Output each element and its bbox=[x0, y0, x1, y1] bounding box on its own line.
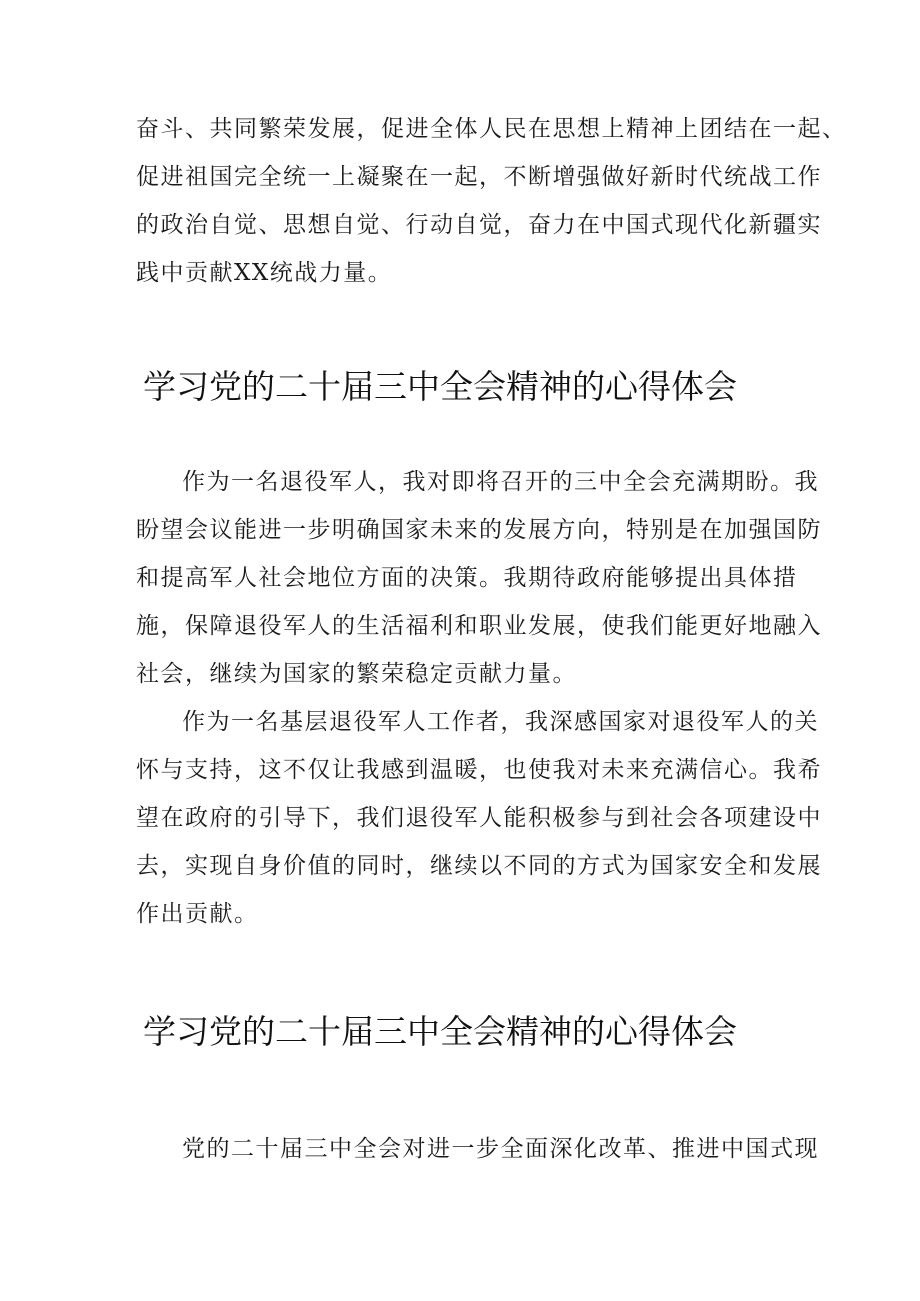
text-line: 社会，继续为国家的繁荣稳定贡献力量。 bbox=[136, 661, 577, 687]
text-line: 去，实现自身价值的同时，继续以不同的方式为国家安全和发展 bbox=[136, 853, 822, 879]
text-line: 促进祖国完全统一上凝聚在一起，不断增强做好新时代统战工作 bbox=[136, 164, 822, 190]
text-line: 作为一名基层退役军人工作者，我深感国家对退役军人的关 bbox=[182, 709, 819, 735]
text-line: 党的二十届三中全会对进一步全面深化改革、推进中国式现 bbox=[182, 1136, 819, 1162]
text-line: 践中贡献XX统战力量。 bbox=[136, 260, 393, 286]
paragraph-top bbox=[136, 105, 847, 297]
paragraph-b bbox=[136, 698, 822, 938]
text-line: 的政治自觉、思想自觉、行动自觉，奋力在中国式现代化新疆实 bbox=[136, 212, 822, 238]
paragraph-a bbox=[136, 458, 822, 698]
text-line: 奋斗、共同繁荣发展，促进全体人民在思想上精神上团结在一起、 bbox=[136, 116, 847, 142]
section-heading: 学习党的二十届三中全会精神的心得体会 bbox=[143, 1012, 737, 1051]
text-line: 施，保障退役军人的生活福利和职业发展，使我们能更好地融入 bbox=[136, 613, 822, 639]
text-line: 怀与支持，这不仅让我感到温暖，也使我对未来充满信心。我希 bbox=[136, 757, 822, 783]
text-line: 作出贡献。 bbox=[136, 901, 259, 927]
text-line: 盼望会议能进一步明确国家未来的发展方向，特别是在加强国防 bbox=[136, 517, 822, 543]
text-line: 和提高军人社会地位方面的决策。我期待政府能够提出具体措 bbox=[136, 565, 798, 591]
paragraph-c bbox=[136, 1125, 819, 1173]
text-line: 望在政府的引导下，我们退役军人能积极参与到社会各项建设中 bbox=[136, 805, 822, 831]
text-line: 作为一名退役军人，我对即将召开的三中全会充满期盼。我 bbox=[182, 469, 819, 495]
section-heading: 学习党的二十届三中全会精神的心得体会 bbox=[143, 367, 737, 406]
